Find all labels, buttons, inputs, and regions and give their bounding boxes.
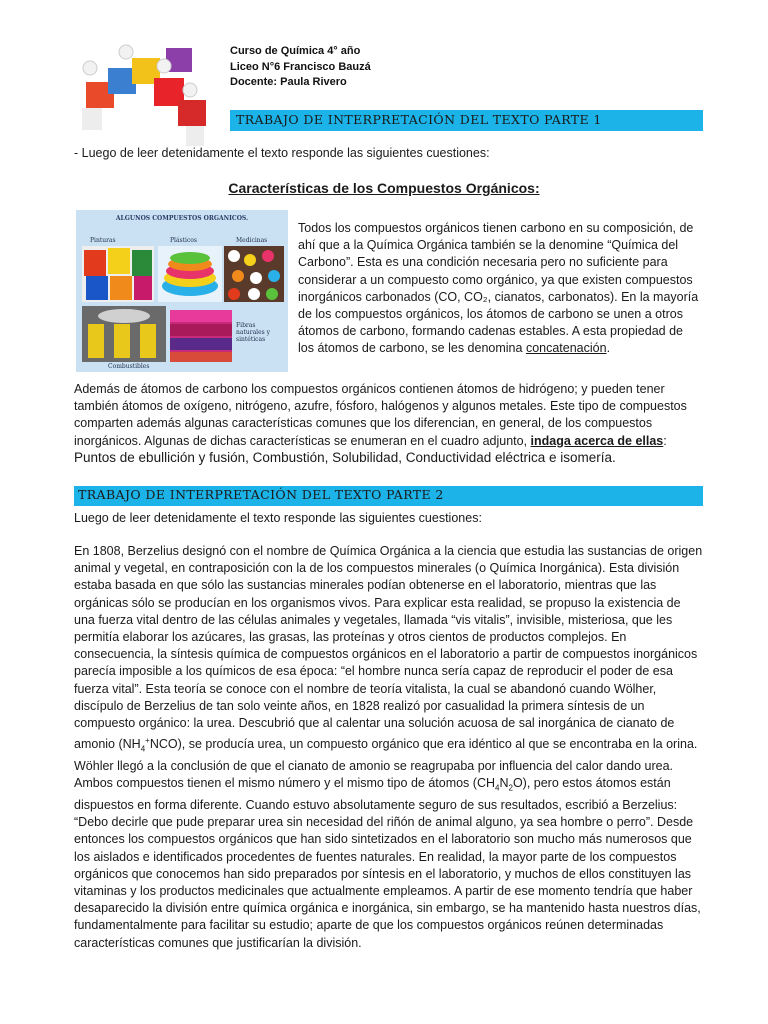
part2-instruction: Luego de leer detenidamente el texto responde las siguientes cuestiones:	[74, 511, 482, 525]
school-line: Liceo N°6 Francisco Bauzá	[230, 60, 371, 73]
colon: :	[663, 433, 667, 448]
part2-text-b: NCO), se producía urea, un compuesto orgánico que era idéntico al que se encontraba en la orina. Wöhler llegó a la conclusión de que el cianato de amonio se reagrupaba por influencia del calor dando urea. Ambos compuestos tienen el mismo número y el mismo tipo de átomos (CH	[74, 737, 698, 791]
properties-list: Puntos de ebullición y fusión, Combustión, Solubilidad, Conductividad eléctrica e isomería.	[74, 450, 616, 465]
part1-paragraph-right: Todos los compuestos orgánicos tienen carbono en su composición, de ahí que a la Química Orgánica también se la denomine “Química del Carbono”. Esta es una condición necesaria pero no suficiente para considerar a un compuesto como orgánico, ya que existen compuestos inorgánicos carbonados (CO, CO₂, cianatos, carbonatos). En la mayoría de los compuestos orgánicos, los átomos de carbono se unen a otros átomos de carbono, formando cadenas estables. A esta propiedad de los átomos de carbono, se les denomina concatenación.	[298, 221, 699, 356]
subscript-4: 4	[140, 744, 146, 754]
superscript-plus: +	[145, 736, 150, 746]
plastic-bowls-image	[158, 246, 222, 302]
collage-label-fibers: Fibras naturales y sintéticas	[236, 322, 271, 343]
fuel-pumps-image	[82, 306, 166, 362]
fibers-image	[170, 310, 232, 362]
course-line: Curso de Química 4° año	[230, 45, 361, 57]
collage-title: ALGUNOS COMPUESTOS ORGANICOS.	[115, 215, 249, 222]
organic-compounds-collage	[76, 210, 288, 372]
pills-image	[224, 246, 284, 302]
collage-label-plastics: Plásticos	[170, 237, 197, 244]
part2-paragraph	[74, 543, 704, 952]
nitrogen-symbol: N	[499, 776, 509, 791]
subscript-4b: 4	[495, 783, 500, 793]
section-title-text: Características de los Compuestos Orgánicos:	[228, 180, 540, 196]
section-title	[0, 180, 768, 196]
collage-label-medicines: Medicinas	[236, 237, 268, 244]
inquire-link-text: indaga acerca de ellas	[530, 433, 664, 448]
school-logo-image	[68, 38, 220, 150]
part2-text-c: O), pero estos átomos están dispuestos en forma diferente. Cuando estuvo absolutamente seguro de sus resultados, escribió a Berzelius: “Debo decirle que pude preparar urea sin necesidad del riñón de animal alguno, ya sea hombre o perro”. Desde entonces los compuestos orgánicos que han sido sintetizados en el laboratorio son mucho más numerosos que los aislados e identificados procedentes de fuentes naturales. En realidad, la mayor parte de los compuestos orgánicos que conocemos han sido preparados por síntesis en el laboratorio, y muchos de ellos constituyen las vitaminas y los productos medicinales que actualmente empleamos. A partir de ese momento tendría que haber desaparecido la división entre química orgánica e inorgánica, sin embargo, se ha mantenido hasta nuestros días, fundamentalmente para facilitar su estudio; aparte de que los compuestos orgánicos reúnen determinadas características comunes que justificarían la división.	[74, 776, 701, 950]
subscript-2: 2	[508, 783, 513, 793]
part1-paragraph-full	[74, 381, 704, 450]
collage-label-paints: Pinturas	[90, 237, 116, 244]
part1-paragraph-right-text: Todos los compuestos orgánicos tienen carbono en su composición, de ahí que a la Química Orgánica también se la denomine “Química del Carbono”. Esta es una condición necesaria pero no suficiente para considerar a un compuesto como orgánico, ya que existen compuestos inorgánicos carbonados (CO, CO₂, cianatos, carbonatos). En la mayoría de los compuestos orgánicos, los átomos de carbono se unen a otros átomos de carbono, formando cadenas estables. A esta propiedad de los átomos de carbono, se les denomina	[298, 221, 699, 356]
paint-cans-image	[82, 246, 154, 302]
part2-title-band: TRABAJO DE INTERPRETACIÓN DEL TEXTO PARTE 2	[74, 486, 703, 506]
course-header	[230, 44, 371, 91]
collage-label-fuels: Combustibles	[108, 363, 150, 370]
part1-instruction: - Luego de leer detenidamente el texto responde las siguientes cuestiones:	[74, 146, 490, 160]
part1-title-band: TRABAJO DE INTERPRETACIÓN DEL TEXTO PARTE 1	[230, 110, 703, 131]
part1-paragraph-full-text: Además de átomos de carbono los compuestos orgánicos contienen átomos de hidrógeno; y pueden tener también átomos de oxígeno, nitrógeno, azufre, fósforo, halógenos y algunos metales. Este tipo de compuestos comparten además algunas características comunes que los diferencian, en general, de los compuestos inorgánicos. Algunas de dichas características se enumeran en el cuadro adjunto,	[74, 382, 687, 448]
part2-text-a: En 1808, Berzelius designó con el nombre de Química Orgánica a la ciencia que estudia las sustancias de origen animal y vegetal, en contraposición con la de los compuestos minerales (o Química Inorgánica). Esta división estaba basada en que sólo las sustancias minerales podían obtenerse en el laboratorio, mientras que las orgánicas sólo se producían en los organismos vivos. Para explicar esta realidad, se propuso la existencia de una fuerza vital dentro de las células animales y vegetales, llamada “vis vitalis”, invisible, misteriosa, que les permitía elaborar los azúcares, las grasas, las proteínas y otros cientos de productos complejos. En consecuencia, la síntesis química de compuestos orgánicos en el laboratorio a partir de compuestos inorgánicos parecía imposible a los químicos de esa época: “el hombre nunca sería capaz de reproducir el poder de esa fuerza vital”. Esta teoría se conoce con el nombre de teoría vitalista, la cual se abandonó cuando Wölher, discípulo de Berzelius de tan solo veinte años, en 1828 realizó por casualidad la primera síntesis de un compuesto orgánico: la urea. Descubrió que al calentar una solución acuosa de sal inorgánica de cianato de amonio (NH	[74, 544, 703, 752]
concatenation-term: concatenación	[525, 341, 607, 356]
teacher-line: Docente: Paula Rivero	[230, 76, 347, 88]
